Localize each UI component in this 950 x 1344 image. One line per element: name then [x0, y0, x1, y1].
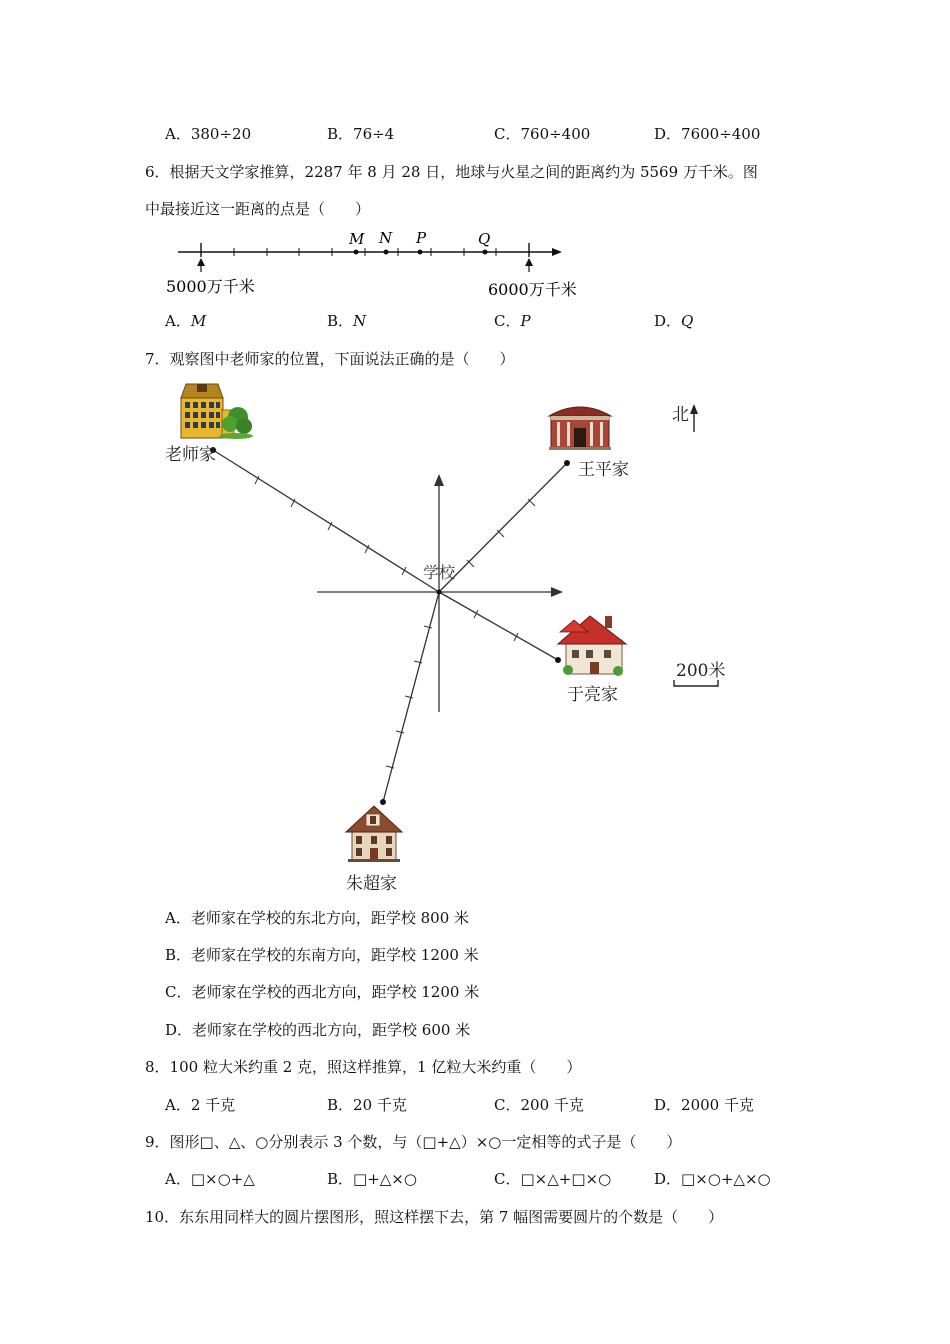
zhu-home-icon	[346, 806, 402, 862]
q7-option-d[interactable]: D．老师家在学校的西北方向，距学校 600 米	[165, 1021, 471, 1039]
q7-option-b[interactable]: B．老师家在学校的东南方向，距学校 1200 米	[165, 946, 479, 964]
q6-stem-line1: 6．根据天文学家推算，2287 年 8 月 28 日，地球与火星之间的距离约为 5569 万千米。图	[145, 163, 758, 181]
wang-home-icon	[549, 407, 611, 450]
q9-option-a[interactable]: A．□×○+△	[165, 1170, 255, 1188]
yu-home-label: 于亮家	[567, 685, 618, 705]
q5-option-c[interactable]: C．760÷400	[494, 125, 591, 143]
point-q-dot	[483, 250, 488, 255]
point-m-dot	[354, 250, 359, 255]
q5-option-d[interactable]: D．7600÷400	[654, 125, 761, 143]
yu-home-icon	[558, 616, 626, 676]
q9-option-d[interactable]: D．□×○+△×○	[654, 1170, 771, 1188]
label-5000: 5000万千米	[166, 277, 255, 296]
q7-stem: 7．观察图中老师家的位置，下面说法正确的是（ ）	[145, 350, 515, 368]
q6-option-a[interactable]: A．M	[165, 312, 207, 330]
q8-option-d[interactable]: D．2000 千克	[654, 1096, 754, 1114]
q8-option-b[interactable]: B．20 千克	[327, 1096, 407, 1114]
arrow-up-icon	[197, 258, 205, 266]
point-n-label: N	[379, 229, 393, 247]
point-q-label: Q	[478, 230, 491, 248]
q9-option-c[interactable]: C．□×△+□×○	[494, 1170, 612, 1188]
teacher-home-label: 老师家	[165, 445, 216, 465]
point-p-label: P	[416, 229, 427, 247]
q10-stem: 10．东东用同样大的圆片摆图形，照这样摆下去，第 7 幅图需要圆片的个数是（ ）	[145, 1208, 724, 1226]
q5-option-a[interactable]: A．380÷20	[165, 125, 252, 143]
zhu-home-label: 朱超家	[346, 874, 397, 894]
q6-option-c[interactable]: C．P	[494, 312, 531, 330]
q6-number-line	[160, 225, 600, 305]
wang-home-label: 王平家	[578, 460, 629, 480]
north-label: 北	[672, 405, 689, 425]
north-arrow-icon	[690, 404, 698, 414]
point-n-dot	[384, 250, 389, 255]
q7-option-c[interactable]: C．老师家在学校的西北方向，距学校 1200 米	[165, 983, 480, 1001]
arrow-up-icon	[525, 258, 533, 266]
q6-stem-line2: 中最接近这一距离的点是（ ）	[145, 200, 371, 218]
teacher-home-icon	[181, 384, 253, 439]
scale-label: 200米	[676, 661, 726, 681]
label-6000: 6000万千米	[488, 280, 577, 299]
q8-stem: 8．100 粒大米约重 2 克，照这样推算，1 亿粒大米约重（ ）	[145, 1058, 582, 1076]
q7-option-a[interactable]: A．老师家在学校的东北方向，距学校 800 米	[165, 909, 470, 927]
point-p-dot	[418, 250, 423, 255]
q9-stem: 9．图形□、△、○分别表示 3 个数，与（□+△）×○一定相等的式子是（ ）	[145, 1133, 682, 1151]
q6-option-b[interactable]: B．N	[327, 312, 367, 330]
q6-option-d[interactable]: D．Q	[654, 312, 694, 330]
q8-option-a[interactable]: A．2 千克	[165, 1096, 236, 1114]
q5-option-b[interactable]: B．76÷4	[327, 125, 395, 143]
point-m-label: M	[349, 230, 365, 248]
q9-option-b[interactable]: B．□+△×○	[327, 1170, 417, 1188]
q8-option-c[interactable]: C．200 千克	[494, 1096, 584, 1114]
q7-map	[0, 370, 950, 900]
school-label: 学校	[423, 563, 456, 582]
